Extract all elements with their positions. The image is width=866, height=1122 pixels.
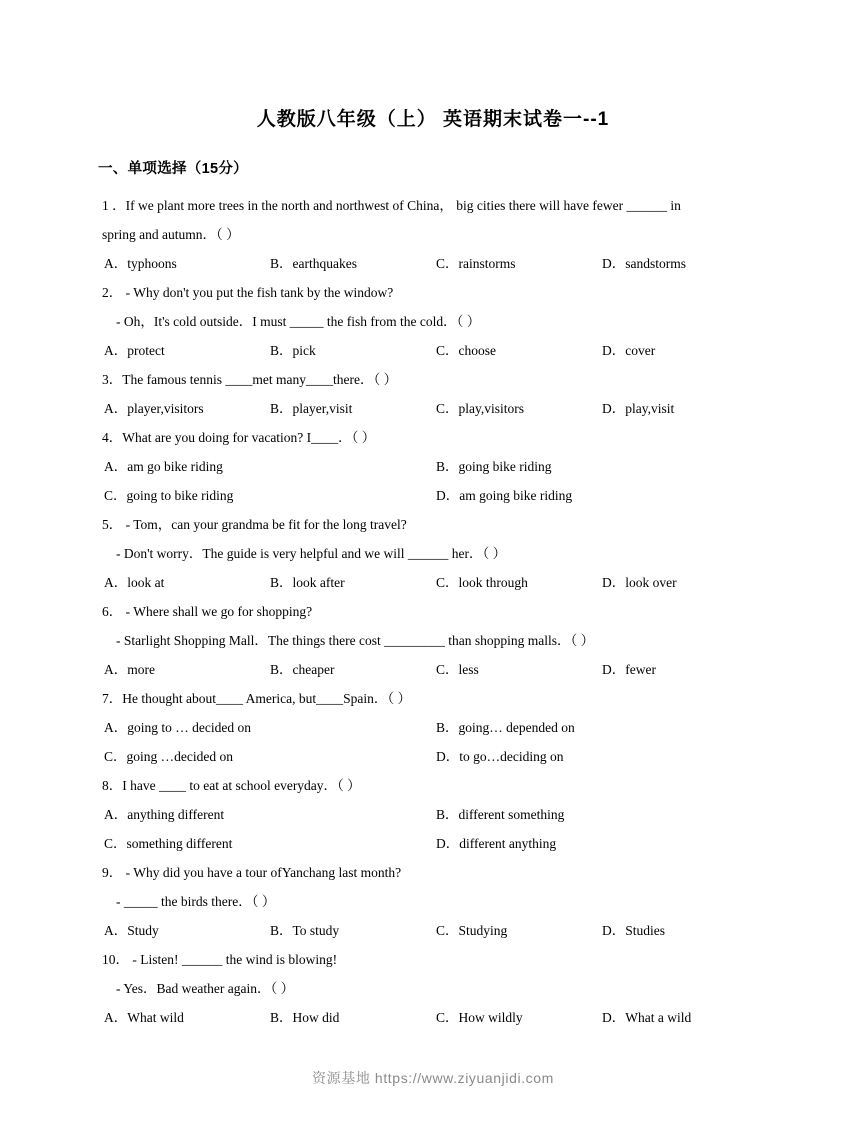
question-3 (98, 365, 768, 423)
option-a[interactable]: A．am go bike riding (104, 459, 223, 474)
option-b[interactable]: B．cheaper (270, 662, 335, 677)
question-9 (98, 858, 768, 945)
option-a[interactable]: A．player,visitors (104, 401, 204, 416)
option-b[interactable]: B．going… depended on (436, 720, 575, 735)
option-c[interactable]: C．play,visitors (436, 401, 525, 416)
question-6 (98, 597, 768, 684)
option-row (98, 249, 768, 278)
option-c[interactable]: C．How wildly (436, 1010, 523, 1025)
question-7 (98, 684, 768, 771)
option-d[interactable]: D．to go…deciding on (436, 749, 564, 764)
question-5 (98, 510, 768, 597)
option-row (98, 829, 768, 858)
option-d[interactable]: D．Studies (602, 923, 666, 938)
option-row (98, 481, 768, 510)
option-row (98, 394, 768, 423)
question-10 (98, 945, 768, 1032)
option-c[interactable]: C．look through (436, 575, 528, 590)
option-c[interactable]: C．Studying (436, 923, 508, 938)
option-a[interactable]: A．more (104, 662, 155, 677)
option-row (98, 916, 768, 945)
option-row (98, 452, 768, 481)
option-b[interactable]: B．look after (270, 575, 345, 590)
option-c[interactable]: C．less (436, 662, 479, 677)
option-a[interactable]: A．going to … decided on (104, 720, 251, 735)
option-c[interactable]: C．rainstorms (436, 256, 516, 271)
watermark: 资源基地 https://www.ziyuanjidi.com (312, 1070, 554, 1086)
option-a[interactable]: A．look at (104, 575, 165, 590)
question-stem: 4．What are you doing for vacation? I____．（ ） (102, 430, 376, 445)
option-a[interactable]: A．Study (104, 923, 159, 938)
option-c[interactable]: C．going to bike riding (104, 488, 234, 503)
option-b[interactable]: B．going bike riding (436, 459, 552, 474)
option-a[interactable]: A．typhoons (104, 256, 177, 271)
option-row (98, 336, 768, 365)
option-b[interactable]: B．different something (436, 807, 565, 822)
option-row (98, 742, 768, 771)
option-c[interactable]: C．choose (436, 343, 496, 358)
option-d[interactable]: D．sandstorms (602, 256, 686, 271)
question-stem-cont: - Oh，It's cold outside．I must _____ the fish from the cold．（ ） (116, 314, 481, 329)
question-stem: 6． - Where shall we go for shopping? (102, 604, 313, 619)
option-c[interactable]: C．something different (104, 836, 233, 851)
question-stem: 9． - Why did you have a tour ofYanchang last month? (102, 865, 402, 880)
option-b[interactable]: B．pick (270, 343, 316, 358)
question-stem: 7．He thought about____ America, but____Spain．（ ） (102, 691, 411, 706)
question-stem-cont: - Don't worry．The guide is very helpful and we will ______ her．（ ） (116, 546, 507, 561)
option-c[interactable]: C．going …decided on (104, 749, 233, 764)
option-b[interactable]: B．To study (270, 923, 340, 938)
option-d[interactable]: D．cover (602, 343, 656, 358)
question-1 (98, 191, 768, 278)
question-stem-cont: - Starlight Shopping Mall．The things there cost _________ than shopping malls．（ ） (116, 633, 595, 648)
question-4 (98, 423, 768, 510)
option-d[interactable]: D．What a wild (602, 1010, 692, 1025)
option-a[interactable]: A．What wild (104, 1010, 184, 1025)
option-d[interactable]: D．am going bike riding (436, 488, 573, 503)
question-stem: 3．The famous tennis ____met many____there．（ ） (102, 372, 398, 387)
exam-content (0, 157, 866, 1032)
option-row (98, 655, 768, 684)
question-stem: 2． - Why don't you put the fish tank by the window? (102, 285, 394, 300)
question-stem-cont: spring and autumn．（ ） (102, 227, 240, 242)
option-d[interactable]: D．different anything (436, 836, 557, 851)
question-2 (98, 278, 768, 365)
option-b[interactable]: B．player,visit (270, 401, 353, 416)
option-d[interactable]: D．look over (602, 575, 677, 590)
question-stem: 10． - Listen! ______ the wind is blowing! (102, 952, 338, 967)
option-row (98, 1003, 768, 1032)
option-row (98, 800, 768, 829)
question-stem: 8．I have ____ to eat at school everyday．（ ） (102, 778, 361, 793)
page-title: 人教版八年级（上） 英语期末试卷一--1 (256, 109, 610, 130)
section-heading: 一、单项选择（15分） (98, 161, 248, 177)
question-8 (98, 771, 768, 858)
option-d[interactable]: D．fewer (602, 662, 656, 677)
question-stem: 1 ．If we plant more trees in the north and northwest of China， big cities there will have fewer ______ in (102, 198, 681, 213)
question-stem: 5． - Tom，can your grandma be fit for the long travel? (102, 517, 407, 532)
option-a[interactable]: A．protect (104, 343, 165, 358)
question-stem-cont: - Yes．Bad weather again．（ ） (116, 981, 295, 996)
question-stem-cont: - _____ the birds there．（ ） (116, 894, 276, 909)
option-b[interactable]: B．earthquakes (270, 256, 357, 271)
option-d[interactable]: D．play,visit (602, 401, 675, 416)
option-b[interactable]: B．How did (270, 1010, 340, 1025)
option-a[interactable]: A．anything different (104, 807, 225, 822)
option-row (98, 568, 768, 597)
option-row (98, 713, 768, 742)
